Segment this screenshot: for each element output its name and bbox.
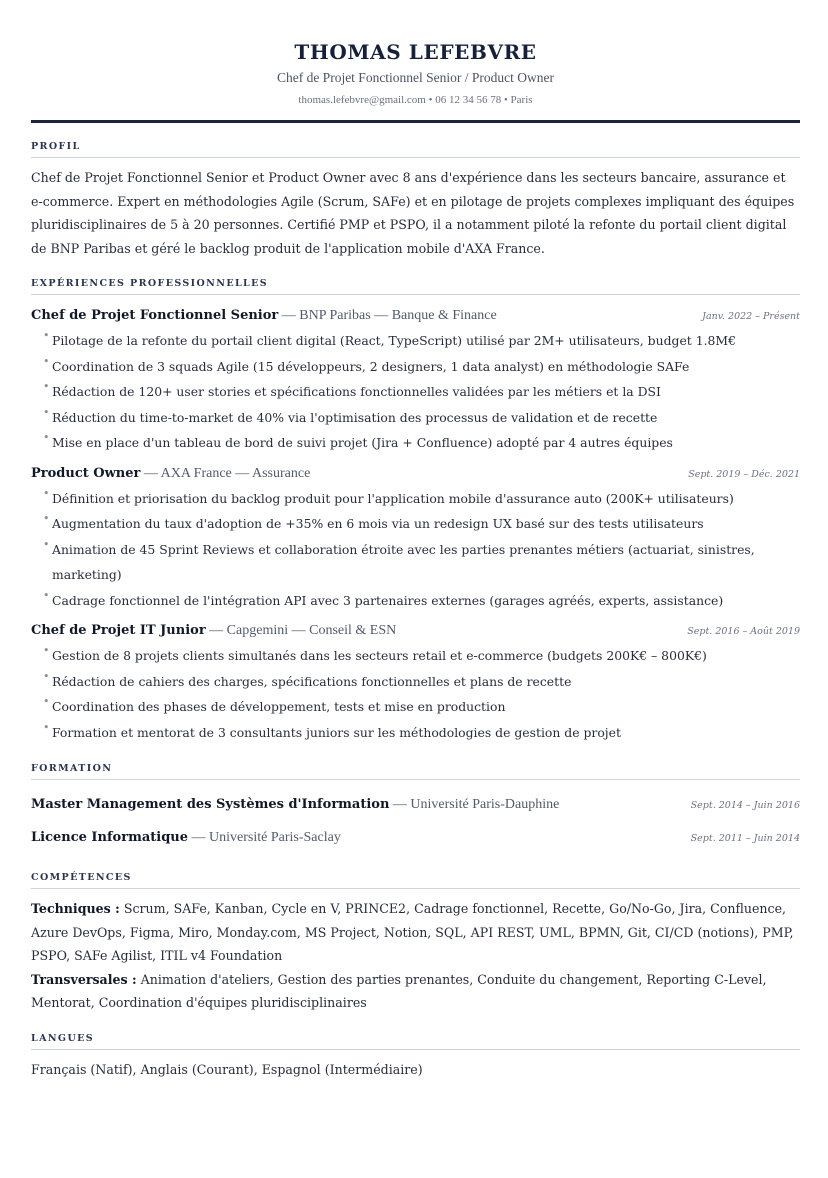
bullet-icon: • (43, 588, 50, 602)
section-experience (31, 278, 800, 745)
education-dates: Sept. 2011 – Juin 2014 (690, 833, 800, 844)
transversal-skills: Transversales : Animation d'ateliers, Gestion des parties prenantes, Conduite du changement, Reporting C-Level, Mentorat, Coordination d'équipes pluridisciplinaires (31, 971, 767, 1010)
education-entry (31, 788, 800, 821)
list-item: • Pilotage de la refonte du portail client digital (React, TypeScript) utilisé par 2M+ utilisateurs, budget 1.8M€ (43, 328, 800, 354)
section-heading: EXPÉRIENCES PROFESSIONNELLES (31, 278, 800, 295)
job-role: Chef de Projet IT Junior (31, 623, 206, 638)
degree-name: Licence Informatique (31, 830, 189, 845)
bullet-icon: • (43, 380, 50, 393)
list-item: • Animation de 45 Sprint Reviews et collaboration étroite avec les parties prenantes métiers (actuariat, sinistres, marketing) (43, 537, 800, 588)
list-item: • Augmentation du taux d'adoption de +35% en 6 mois via un redesign UX basé sur des tests utilisateurs (43, 511, 800, 537)
candidate-name: THOMAS LEFEBVRE (294, 40, 537, 64)
job-role: Chef de Projet Fonctionnel Senior (31, 308, 279, 323)
section-languages (31, 1033, 800, 1082)
job-bullets (31, 486, 800, 614)
job-role: Product Owner (31, 465, 141, 481)
bullet-icon: • (43, 329, 50, 342)
job-bullets (31, 643, 800, 745)
list-item: • Gestion de 8 projets clients simultanés dans les secteurs retail et e-commerce (budgets 200K€ – 800K€) (43, 643, 800, 669)
section-profile (31, 141, 800, 260)
skills-label: Transversales : (31, 971, 137, 987)
degree-name: Master Management des Systèmes d'Information (31, 797, 390, 812)
list-item: • Mise en place d'un tableau de bord de suivi projet (Jira + Confluence) adopté par 4 autres équipes (43, 430, 800, 456)
bullet-icon: • (43, 669, 50, 683)
bullet-icon: • (43, 537, 50, 551)
section-heading: PROFIL (31, 141, 800, 158)
job-company: — Capgemini — Conseil & ESN (205, 623, 397, 638)
bullet-icon: • (43, 486, 50, 500)
bullet-icon: • (43, 695, 50, 708)
list-item: • Rédaction de 120+ user stories et spécifications fonctionnelles validées par les métiers et la DSI (43, 379, 800, 405)
school-name: — Université Paris-Saclay (188, 830, 341, 845)
bullet-icon: • (43, 354, 50, 368)
bullet-icon: • (43, 644, 50, 657)
job-dates: Sept. 2016 – Août 2019 (687, 626, 800, 637)
technical-skills: Techniques : Scrum, SAFe, Kanban, Cycle en V, PRINCE2, Cadrage fonctionnel, Recette, Go/No-Go, Jira, Confluence, Azure DevOps, Figma, Miro, Monday.com, MS Project, Notion, SQL, API REST, UML, BPMN, Git, CI/CD (notions), PMP, PSPO, SAFe Agilist, ITIL v4 Foundation (31, 901, 794, 963)
job-entry (31, 461, 800, 614)
section-education (31, 763, 800, 854)
list-item: • Définition et priorisation du backlog produit pour l'application mobile d'assurance auto (200K+ utilisateurs) (43, 486, 800, 512)
list-item: • Formation et mentorat de 3 consultants juniors sur les méthodologies de gestion de projet (43, 720, 800, 746)
list-item: • Réduction du time-to-market de 40% via l'optimisation des processus de validation et de recette (43, 405, 800, 431)
candidate-title: Chef de Projet Fonctionnel Senior / Product Owner (276, 70, 555, 85)
bullet-icon: • (43, 720, 50, 734)
section-heading: LANGUES (31, 1033, 800, 1050)
list-item: • Coordination de 3 squads Agile (15 développeurs, 2 designers, 1 data analyst) en méthodologie SAFe (43, 354, 800, 380)
section-skills (31, 872, 800, 1015)
resume-header (31, 40, 800, 123)
section-heading: COMPÉTENCES (31, 872, 800, 889)
bullet-icon: • (43, 405, 50, 419)
profile-summary: Chef de Projet Fonctionnel Senior et Product Owner avec 8 ans d'expérience dans les secteurs bancaire, assurance et e-commerce. Expert en méthodologies Agile (Scrum, SAFe) et en pilotage de projets complexes impliquant des équipes pluridisciplinaires de 5 à 20 personnes. Certifié PMP et PSPO, il a notamment piloté la refonte du portail client digital de BNP Paribas et géré le backlog produit de l'application mobile d'AXA France. (31, 170, 795, 256)
job-dates: Janv. 2022 – Présent (702, 311, 800, 322)
section-heading: FORMATION (31, 763, 800, 780)
job-entry (31, 303, 800, 456)
languages-list: Français (Natif), Anglais (Courant), Espagnol (Intermédiaire) (31, 1061, 423, 1077)
job-bullets (31, 328, 800, 456)
list-item: • Rédaction de cahiers des charges, spécifications fonctionnelles et plans de recette (43, 669, 800, 695)
job-company: — BNP Paribas — Banque & Finance (278, 308, 497, 323)
skills-label: Techniques : (31, 901, 120, 916)
job-dates: Sept. 2019 – Déc. 2021 (688, 468, 800, 480)
school-name: — Université Paris-Dauphine (389, 797, 560, 812)
contact-info: thomas.lefebvre@gmail.com • 06 12 34 56 78 • Paris (298, 94, 533, 106)
education-dates: Sept. 2014 – Juin 2016 (690, 800, 800, 811)
list-item: • Cadrage fonctionnel de l'intégration API avec 3 partenaires externes (garages agréés, experts, assistance) (43, 588, 800, 614)
list-item: • Coordination des phases de développement, tests et mise en production (43, 694, 800, 720)
job-company: — AXA France — Assurance (140, 465, 311, 481)
bullet-icon: • (43, 431, 50, 444)
education-entry (31, 821, 800, 854)
bullet-icon: • (43, 512, 50, 525)
job-entry (31, 618, 800, 745)
